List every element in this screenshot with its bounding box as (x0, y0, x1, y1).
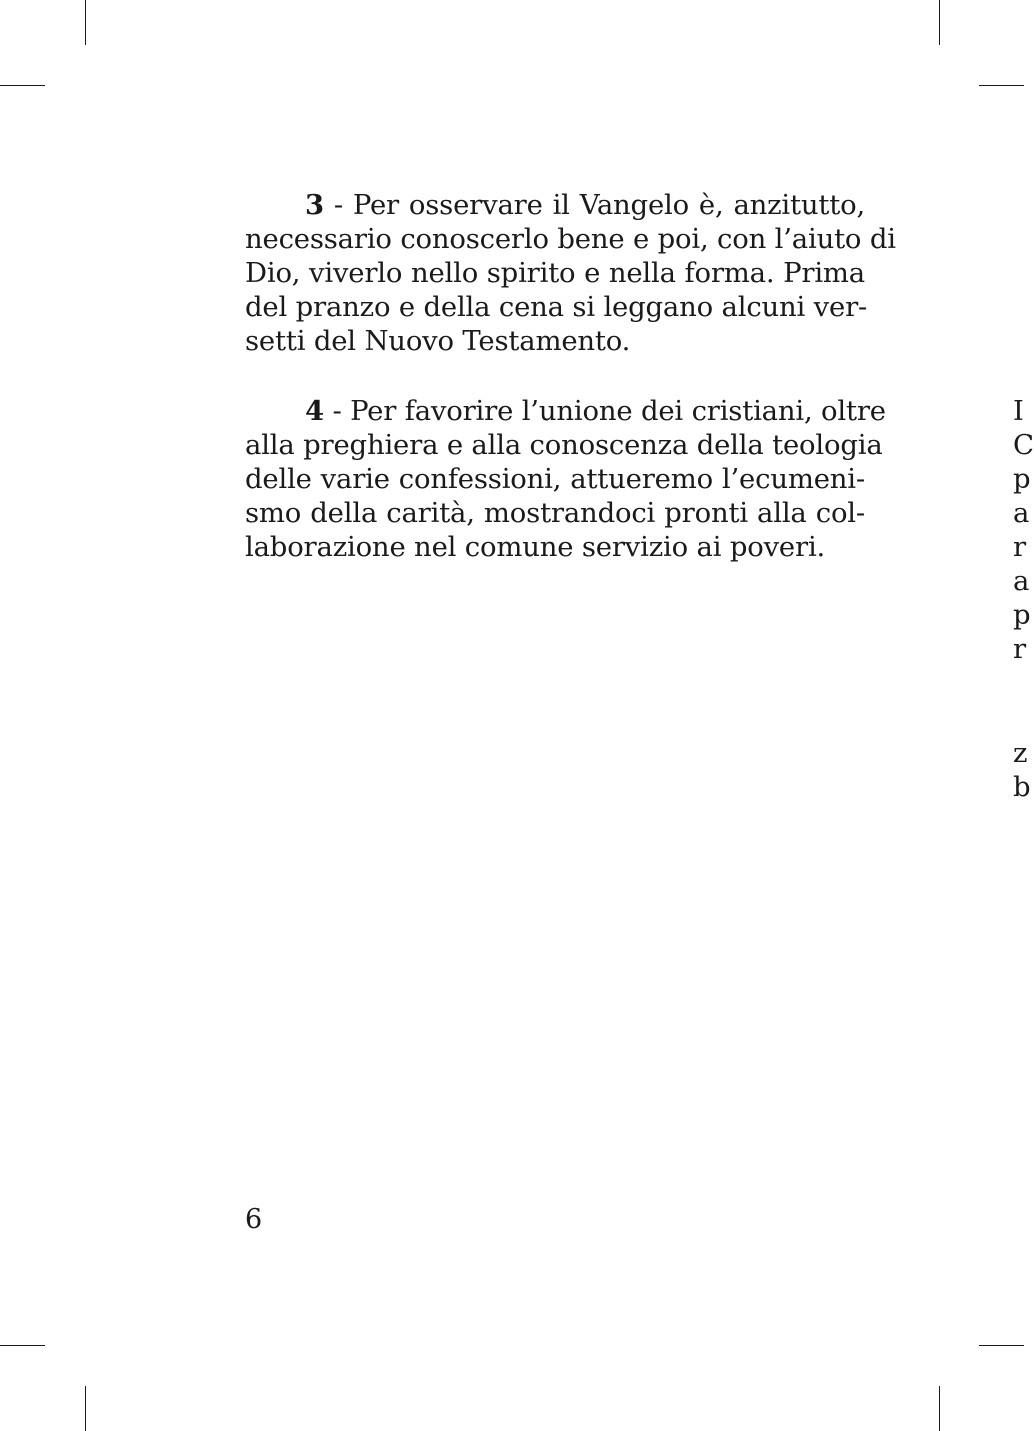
facing-page-fragment: z (1013, 737, 1028, 769)
crop-mark-top-right-horizontal (979, 85, 1024, 86)
paragraph-first-line: - Per osservare il Vangelo è, anzitutto, (323, 189, 865, 221)
paragraph-line: alla preghiera e alla conoscenza della teologia (245, 429, 883, 461)
facing-page-fragment: I (1013, 395, 1024, 427)
paragraph-number: 4 (305, 395, 324, 427)
crop-mark-bottom-left-horizontal (0, 1345, 45, 1346)
paragraph-line: necessario conoscerlo bene e poi, con l’aiuto di (245, 223, 896, 255)
paragraph-4 (245, 394, 886, 564)
page-number: 6 (245, 1204, 263, 1235)
crop-mark-top-left-horizontal (0, 85, 45, 86)
paragraph-line (245, 188, 865, 222)
paragraph-line: smo della carità, mostrandoci pronti alla col- (245, 497, 865, 529)
paragraph-line: setti del Nuovo Testamento. (245, 325, 631, 357)
crop-mark-top-right-vertical (939, 0, 940, 45)
facing-page-fragment: C (1013, 429, 1034, 461)
facing-page-fragment: b (1013, 771, 1031, 803)
paragraph-line: laborazione nel comune servizio ai poveri. (245, 531, 826, 563)
paragraph-3 (245, 188, 896, 358)
crop-mark-bottom-right-horizontal (979, 1345, 1024, 1346)
facing-page-fragment: r (1013, 633, 1027, 665)
facing-page-fragment: r (1013, 531, 1027, 563)
crop-mark-bottom-right-vertical (939, 1386, 940, 1431)
crop-mark-top-left-vertical (85, 0, 86, 45)
paragraph-line: delle varie confessioni, attueremo l’ecumeni- (245, 463, 865, 495)
paragraph-line: del pranzo e della cena si leggano alcuni ver- (245, 291, 868, 323)
facing-page-fragment: p (1013, 599, 1031, 631)
facing-page-fragment: a (1013, 565, 1030, 597)
paragraph-line (245, 394, 886, 428)
paragraph-number: 3 (305, 189, 324, 221)
crop-mark-bottom-left-vertical (85, 1386, 86, 1431)
paragraph-first-line: - Per favorire l’unione dei cristiani, oltre (323, 395, 886, 427)
facing-page-fragment: p (1013, 463, 1031, 495)
paragraph-line: Dio, viverlo nello spirito e nella forma. Prima (245, 257, 865, 289)
facing-page-fragment: a (1013, 497, 1030, 529)
